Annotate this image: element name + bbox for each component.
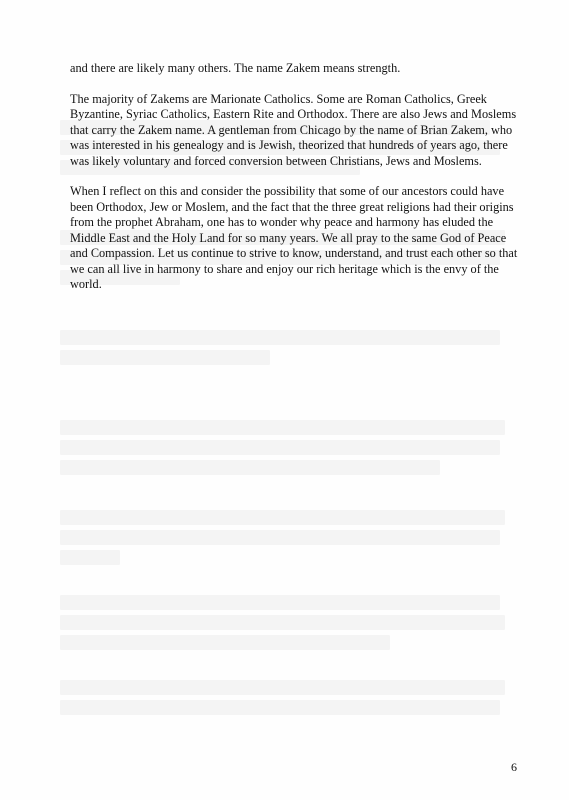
paragraph-1: and there are likely many others. The name Zakem means strength. bbox=[70, 61, 401, 75]
paragraph-3: When I reflect on this and consider the possibility that some of our ancestors could have been Orthodox, Jew or Moslem, and the fact that the three great religions had their origins from the prophet Abraham, one has to wonder why peace and harmony has eluded the Middle East and the Holy Land for so many years. We all pray to the same God of Peace and Compassion. Let us continue to strive to know, understand, and trust each other so that we can all live in harmony to share and enjoy our rich heritage which is the envy of the world. bbox=[70, 184, 518, 291]
bleed-through-block bbox=[60, 595, 569, 655]
bleed-through-block bbox=[60, 420, 569, 480]
bleed-through-block bbox=[60, 330, 569, 370]
paragraph-2: The majority of Zakems are Marionate Catholics. Some are Roman Catholics, Greek Byzantine, Syriac Catholics, Eastern Rite and Orthodox. There are also Jews and Moslems that carry the Zakem name. A gentleman from Chicago by the name of Brian Zakem, who was interested in his genealogy and is Jewish, theorized that hundreds of years ago, there was likely voluntary and forced conversion between Christians, Jews and Moslems. bbox=[70, 91, 517, 168]
page-number: 6 bbox=[511, 760, 517, 774]
bleed-through-block bbox=[60, 680, 569, 720]
body-text bbox=[70, 61, 520, 308]
bleed-through-block bbox=[60, 510, 569, 570]
